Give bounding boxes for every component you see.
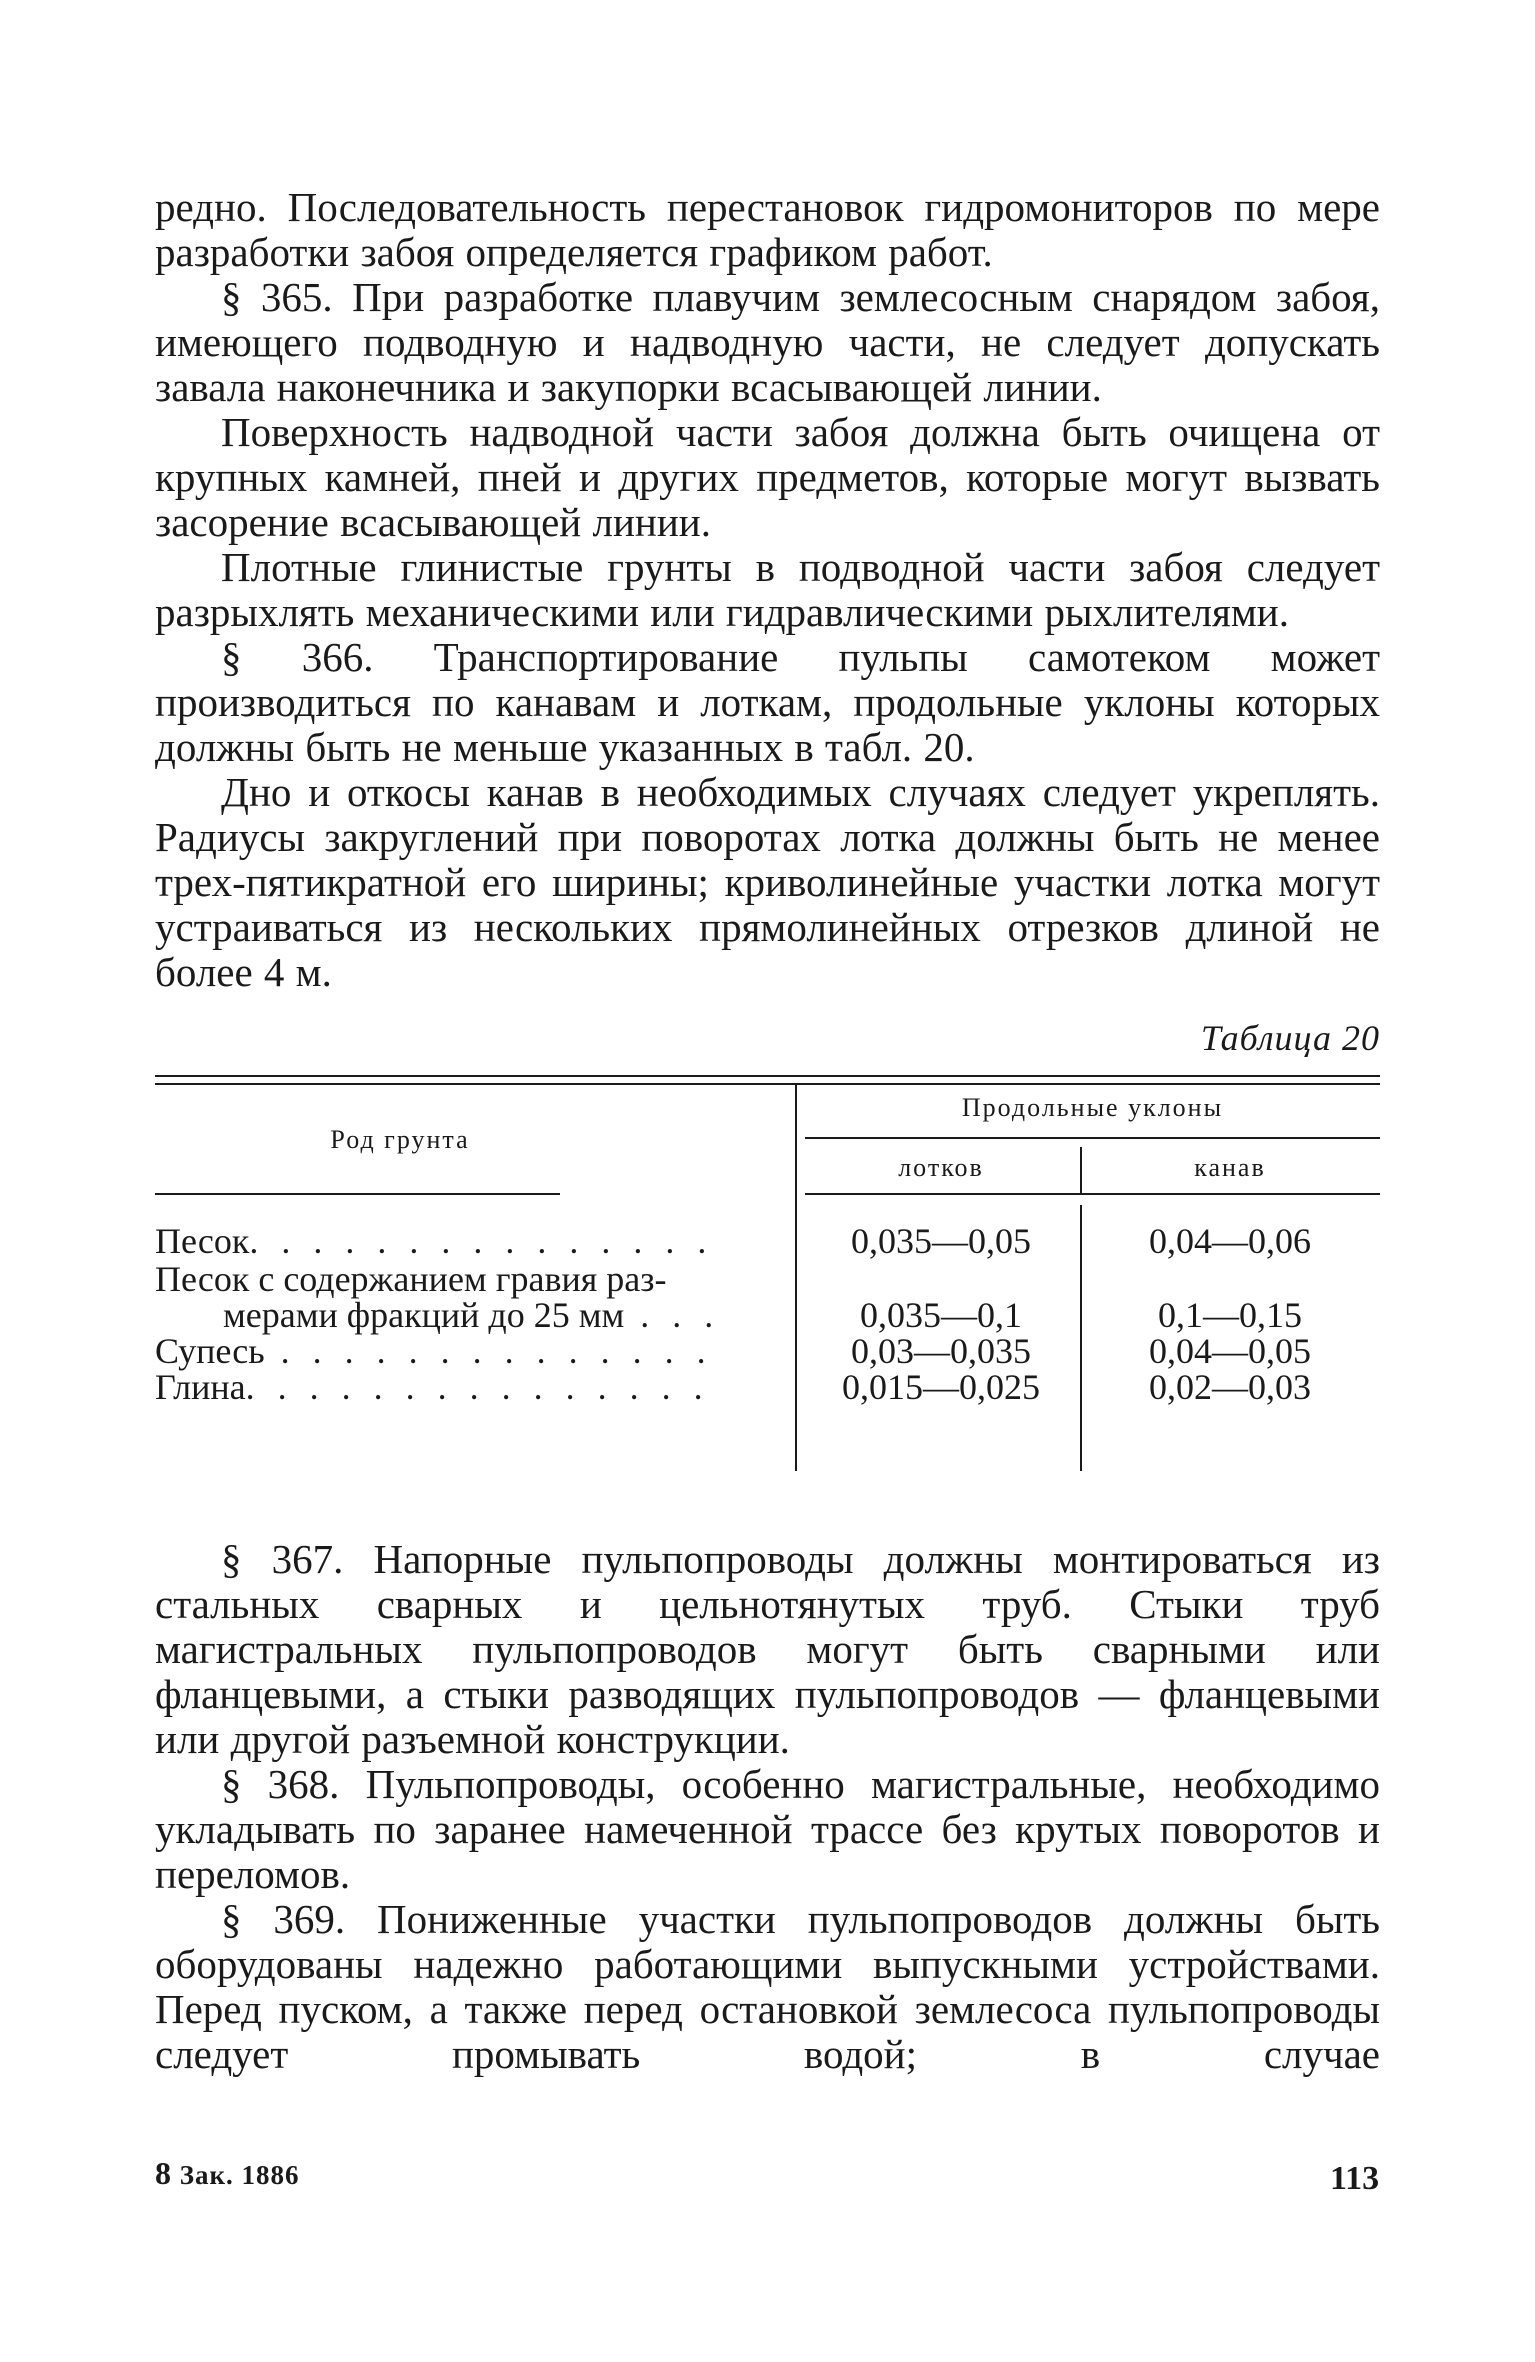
cell-gravel-trays: 0,035—0,1 (860, 1295, 1022, 1335)
lower-text-block (155, 1537, 1380, 2077)
page-number: 113 (1330, 2160, 1380, 2197)
paragraph-365: § 365. При разработке плавучим землесосным снарядом забоя, имеющего подводную и надводную части, не следует допускать завала наконечника и закупорки всасывающей линии. (155, 274, 1380, 410)
cell-sandy-loam-ditches: 0,04—0,05 (1149, 1331, 1311, 1371)
table-top-rule (155, 1075, 1380, 1077)
header-bottom-rule-right (805, 1193, 1380, 1195)
page-body (155, 185, 1380, 2077)
header-subrule (805, 1137, 1380, 1139)
header-soil-type: Род грунта (330, 1125, 470, 1154)
header-bottom-rule-left (155, 1193, 560, 1195)
cell-clay-trays: 0,015—0,025 (842, 1367, 1040, 1407)
signature-number: 8 (155, 2155, 172, 2191)
row-label-text: Супесь (155, 1331, 265, 1371)
row-label-text: Глина (155, 1367, 246, 1407)
row-label-sand-gravel-cont (223, 1297, 720, 1333)
paragraph-369: § 369. Пониженные участки пульпопроводов должны быть оборудованы надежно работающими выпускными устройствами. Перед пуском, а также перед остановкой землесоса пульпопроводы следует промывать водой; в случае (155, 1896, 1380, 2077)
table-caption: Таблица 20 (1200, 1018, 1380, 1058)
paragraph-366: § 366. Транспортирование пульпы самотеком может производиться по канавам и лоткам, продольные уклоны которых должны быть не меньше указанных в табл. 20. (155, 634, 1380, 770)
row-label-text: Песок (155, 1221, 250, 1261)
header-trays: лотков (898, 1153, 984, 1182)
header-ditches: канав (1194, 1153, 1266, 1182)
leader-dots: . . . . . . . . . . . . . . (264, 1331, 713, 1371)
cell-sand-ditches: 0,04—0,06 (1149, 1221, 1311, 1261)
paragraph-367: § 367. Напорные пульпопроводы должны монтироваться из стальных сварных и цельнотянутых труб. Стыки труб магистральных пульпопроводов могут быть сварными или фланцевыми, а стыки разводящих пульпопроводов — фланцевыми или другой разъемной конструкции. (155, 1536, 1380, 1762)
row-label-clay (155, 1369, 710, 1405)
table-top-rule-2 (155, 1083, 1380, 1085)
slopes-table (155, 1075, 1380, 1471)
row-label-text: Песок с содержанием гравия раз- (155, 1259, 667, 1299)
leader-dots: . . . . . . . . . . . . . . . (249, 1221, 714, 1261)
paragraph-368: § 368. Пульпопроводы, особенно магистральные, необходимо укладывать по заранее намеченной трассе без крутых поворотов и переломов. (155, 1761, 1380, 1897)
paragraph-clay-soils: Плотные глинистые грунты в подводной части забоя следует разрыхлять механическими или гидравлическими рыхлителями. (155, 544, 1380, 635)
cell-sand-trays: 0,035—0,05 (851, 1221, 1031, 1261)
leader-dots: . . . (624, 1295, 721, 1335)
paragraph-surface: Поверхность надводной части забоя должна быть очищена от крупных камней, пней и других предметов, которые могут вызвать засорение всасывающей линии. (155, 409, 1380, 545)
row-label-text: мерами фракций до 25 мм (223, 1295, 625, 1335)
row-label-sandy-loam (155, 1333, 713, 1369)
signature-text: Зак. 1886 (179, 2160, 300, 2190)
print-signature (155, 2155, 300, 2192)
leader-dots: . . . . . . . . . . . . . . . (245, 1367, 710, 1407)
header-longitudinal-slopes: Продольные уклоны (961, 1093, 1224, 1122)
cell-sandy-loam-trays: 0,03—0,035 (851, 1331, 1031, 1371)
paragraph-continuation: редно. Последовательность перестановок гидромониторов по мере разработки забоя определяется графиком работ. (155, 184, 1380, 275)
paragraph-ditch-bottom: Дно и откосы канав в необходимых случаях следует укреплять. Радиусы закруглений при поворотах лотка должны быть не менее трех-пятикратной его ширины; криволинейные участки лотка могут устраиваться из нескольких прямолинейных отрезков длиной не более 4 м. (155, 769, 1380, 995)
column-divider-2 (1080, 1147, 1082, 1193)
column-divider-1 (795, 1085, 797, 1471)
cell-gravel-ditches: 0,1—0,15 (1158, 1295, 1302, 1335)
row-label-sand-gravel (155, 1261, 666, 1297)
cell-clay-ditches: 0,02—0,03 (1149, 1367, 1311, 1407)
row-label-sand (155, 1223, 713, 1259)
